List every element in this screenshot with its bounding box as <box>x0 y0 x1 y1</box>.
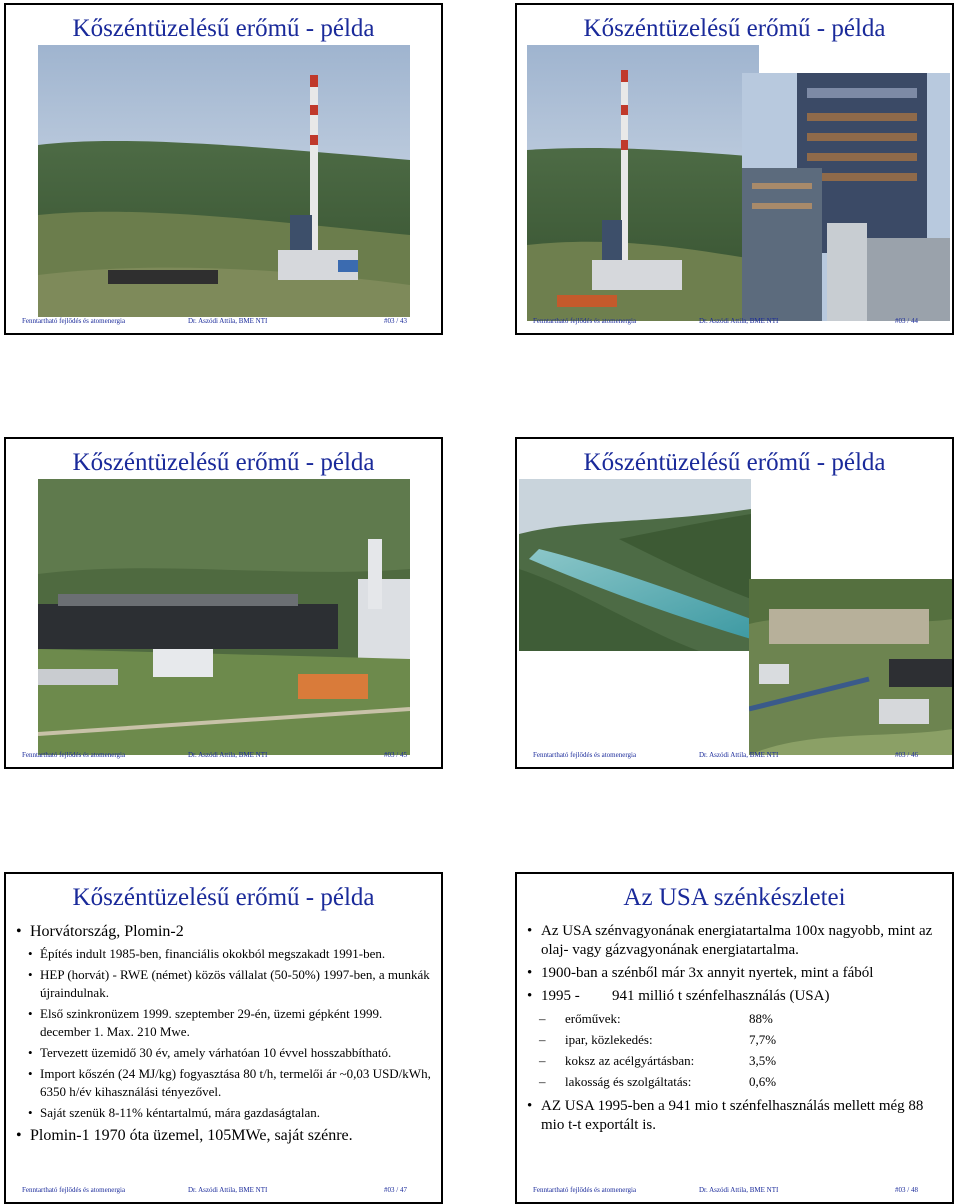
slide-title: Kőszéntüzelésű erőmű - példa <box>583 449 886 476</box>
slide-title: Kőszéntüzelésű erőmű - példa <box>583 15 886 42</box>
breakdown-item: – erőművek: 88% <box>539 1010 942 1028</box>
bullet-sub: • Építés indult 1985-ben, financiális okokból megszakadt 1991-ben. <box>16 945 431 963</box>
river-valley-photo <box>519 479 751 651</box>
slide-title: Kőszéntüzelésű erőmű - példa <box>72 449 375 476</box>
bullet-main: • 1995 - 941 millió t szénfelhasználás (USA) <box>527 987 942 1006</box>
bullet-sub: • Tervezett üzemidő 30 év, amely várhatóan 10 évvel hosszabbítható. <box>16 1044 431 1062</box>
slide-title: Kőszéntüzelésű erőmű - példa <box>72 884 375 911</box>
slide-bullets <box>527 922 942 1139</box>
coal-yard-photo <box>38 479 410 755</box>
power-plant-photo <box>38 45 410 317</box>
bullet-main: • AZ USA 1995-ben a 941 mio t szénfelhasználás mellett még 88 mio t-t exportált is. <box>527 1097 942 1135</box>
bullet-main: • Plomin-1 1970 óta üzemel, 105MWe, saját szénre. <box>16 1126 431 1145</box>
slide-bullets <box>16 922 431 1149</box>
slide-footer: Fenntartható fejlődés és atomenergia Dr. Aszódi Attila, BME NTI #03 / 44 <box>533 317 918 325</box>
bullet-main: • Horvátország, Plomin-2 <box>16 922 431 941</box>
bullet-sub: • Első szinkronüzem 1999. szeptember 29-én, üzemi gépként 1999. december 1. Max. 210 Mwe. <box>16 1005 431 1041</box>
slide-48 <box>515 872 954 1204</box>
slide-footer: Fenntartható fejlődés és atomenergia Dr. Aszódi Attila, BME NTI #03 / 43 <box>22 317 407 325</box>
breakdown-item: – ipar, közlekedés: 7,7% <box>539 1031 942 1049</box>
bullet-main: • 1900-ban a szénből már 3x annyit nyertek, mint a fából <box>527 964 942 983</box>
bullet-sub: • Saját szenük 8-11% kéntartalmú, mára gazdaságtalan. <box>16 1104 431 1122</box>
boiler-structure-photo <box>742 73 950 321</box>
slide-43 <box>4 3 443 335</box>
bullet-sub: • Import kőszén (24 MJ/kg) fogyasztása 80 t/h, termelői ár ~0,03 USD/kWh, 6350 h/év kihasználási tényezővel. <box>16 1065 431 1101</box>
plant-site-photo <box>749 579 953 755</box>
bullet-sub: • HEP (horvát) - RWE (német) közös vállalat (50-50%) 1997-ben, a munkák újraindulnak. <box>16 966 431 1002</box>
power-plant-photo <box>527 45 759 321</box>
slide-47 <box>4 872 443 1204</box>
slide-title: Az USA szénkészletei <box>623 884 846 911</box>
slide-footer: Fenntartható fejlődés és atomenergia Dr. Aszódi Attila, BME NTI #03 / 48 <box>533 1186 918 1194</box>
slide-footer: Fenntartható fejlődés és atomenergia Dr. Aszódi Attila, BME NTI #03 / 45 <box>22 751 407 759</box>
slide-footer: Fenntartható fejlődés és atomenergia Dr. Aszódi Attila, BME NTI #03 / 47 <box>22 1186 407 1194</box>
slide-title: Kőszéntüzelésű erőmű - példa <box>72 15 375 42</box>
slide-44 <box>515 3 954 335</box>
breakdown-item: – lakosság és szolgáltatás: 0,6% <box>539 1073 942 1091</box>
slide-45 <box>4 437 443 769</box>
breakdown-item: – koksz az acélgyártásban: 3,5% <box>539 1052 942 1070</box>
slide-footer: Fenntartható fejlődés és atomenergia Dr. Aszódi Attila, BME NTI #03 / 46 <box>533 751 918 759</box>
slide-46 <box>515 437 954 769</box>
bullet-main: • Az USA szénvagyonának energiatartalma 100x nagyobb, mint az olaj- vagy gázvagyonának energiatartalma. <box>527 922 942 960</box>
